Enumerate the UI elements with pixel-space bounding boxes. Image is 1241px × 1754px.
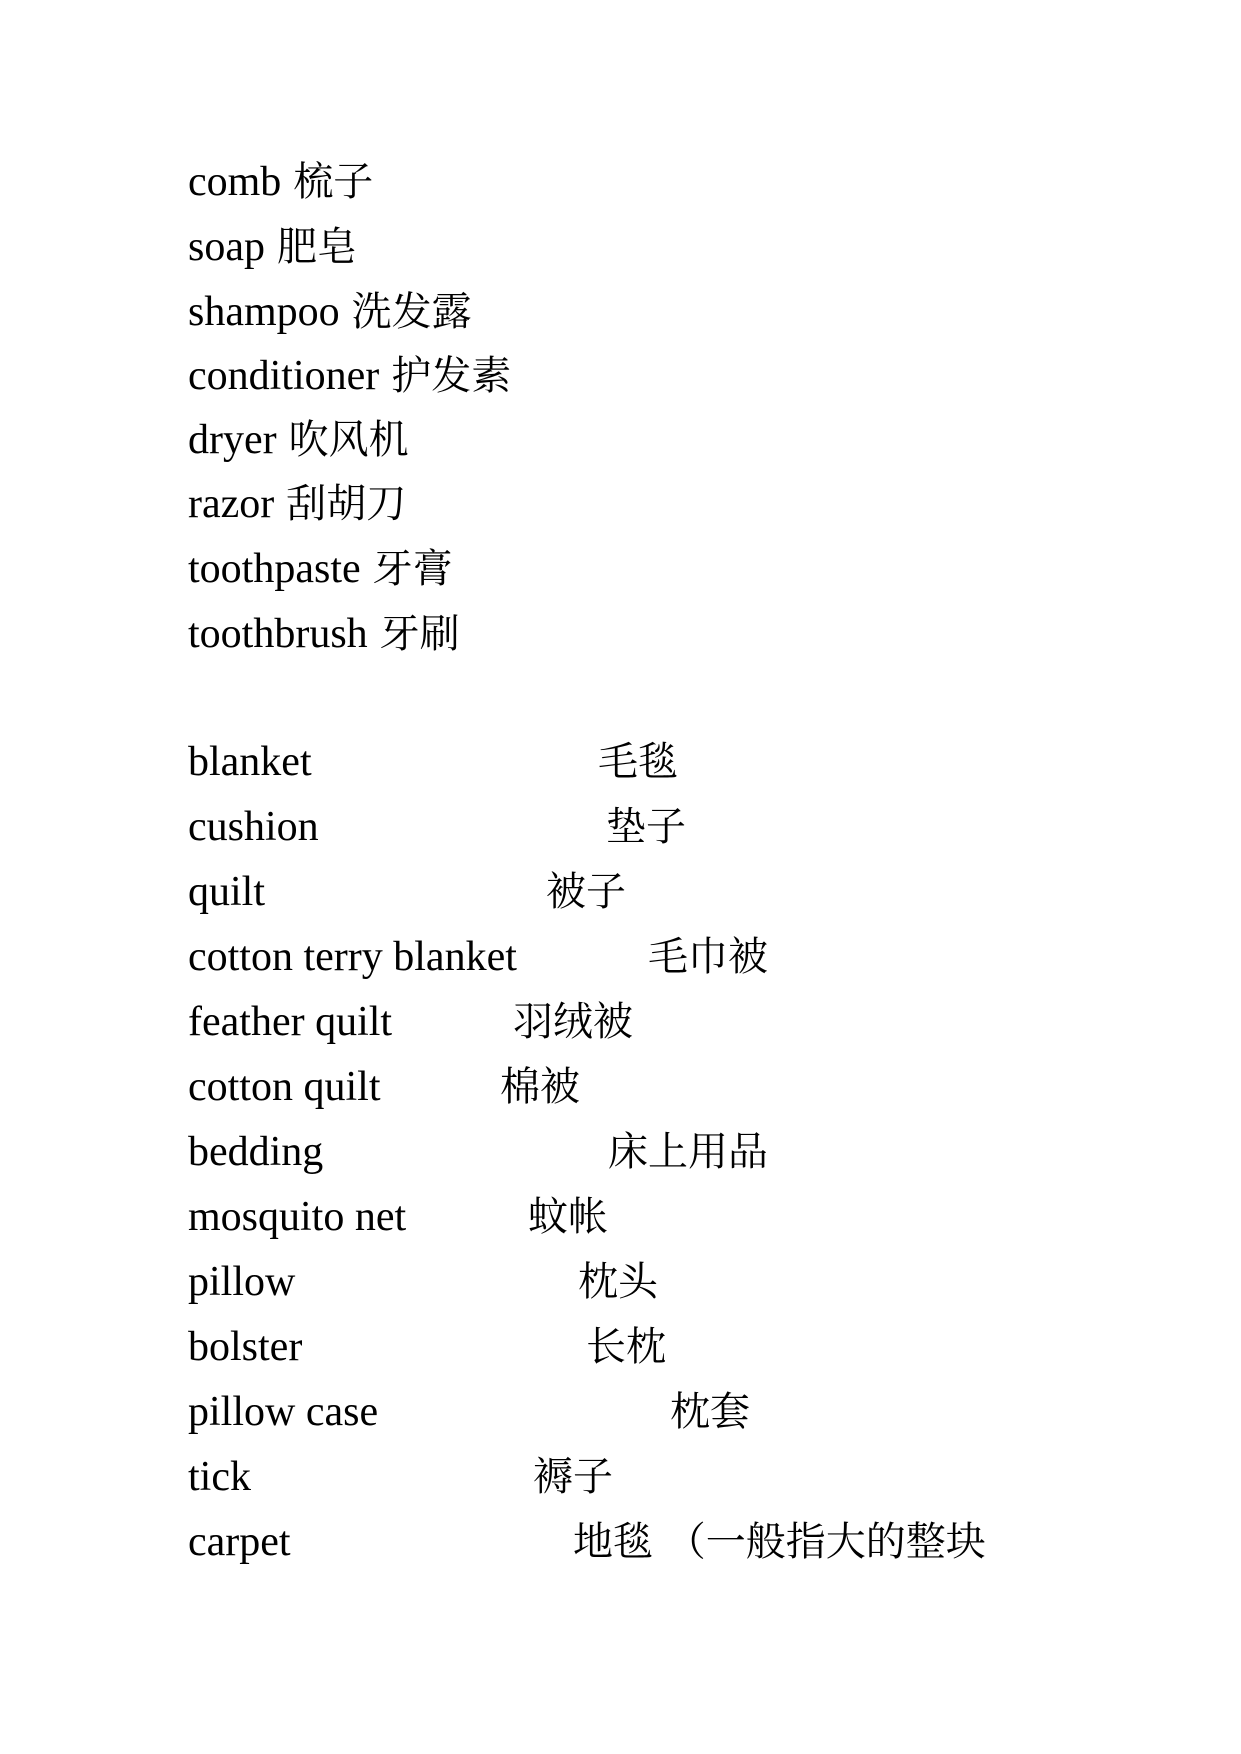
vocab-line — [188, 1185, 608, 1249]
english-term: soap — [188, 224, 265, 270]
chinese-term: 毛毯 — [598, 739, 678, 785]
chinese-term: 梳子 — [293, 159, 374, 205]
chinese-term: 肥皂 — [277, 224, 357, 270]
vocab-line — [188, 990, 633, 1054]
english-term: comb — [188, 159, 282, 205]
chinese-term: 刮胡刀 — [286, 481, 407, 527]
vocab-line — [188, 150, 373, 214]
english-term: bolster — [188, 1324, 303, 1370]
english-term: razor — [188, 481, 275, 527]
vocab-line — [188, 730, 678, 794]
chinese-term: 垫子 — [606, 804, 686, 850]
chinese-term: 护发素 — [391, 353, 512, 399]
english-term: feather quilt — [188, 999, 393, 1045]
english-term: dryer — [188, 417, 277, 463]
vocab-line — [188, 925, 768, 989]
english-term: quilt — [188, 869, 266, 915]
chinese-term: 棉被 — [500, 1064, 580, 1110]
english-term: cushion — [188, 804, 319, 850]
chinese-term: 枕套 — [670, 1389, 750, 1435]
english-term: conditioner — [188, 353, 380, 399]
english-term: mosquito net — [188, 1194, 407, 1240]
vocab-line — [188, 1315, 666, 1379]
chinese-term: 蚊帐 — [528, 1194, 608, 1240]
vocab-line — [188, 1510, 986, 1574]
vocab-line — [188, 408, 409, 472]
chinese-term: 羽绒被 — [513, 999, 633, 1045]
vocab-line — [188, 280, 472, 344]
chinese-term: 洗发露 — [351, 289, 472, 335]
chinese-term: 床上用品 — [608, 1129, 768, 1175]
vocab-line — [188, 1445, 613, 1509]
vocab-line — [188, 1120, 768, 1184]
vocab-line — [188, 1380, 750, 1444]
chinese-term: 被子 — [546, 869, 626, 915]
english-term: tick — [188, 1454, 251, 1500]
vocab-line — [188, 795, 686, 859]
english-term: bedding — [188, 1129, 324, 1175]
vocab-line — [188, 537, 453, 601]
english-term: toothbrush — [188, 611, 368, 657]
vocab-line — [188, 344, 511, 408]
english-term: carpet — [188, 1519, 291, 1565]
chinese-term: 褥子 — [533, 1454, 613, 1500]
english-term: shampoo — [188, 289, 340, 335]
vocab-line — [188, 1250, 658, 1314]
english-term: blanket — [188, 739, 312, 785]
chinese-term: 牙刷 — [379, 611, 460, 657]
english-term: pillow — [188, 1259, 296, 1305]
chinese-term: 吹风机 — [288, 417, 409, 463]
english-term: pillow case — [188, 1389, 379, 1435]
vocab-line — [188, 215, 357, 279]
chinese-term: 毛巾被 — [648, 934, 768, 980]
vocab-line — [188, 602, 460, 666]
english-term: cotton quilt — [188, 1064, 381, 1110]
english-term: toothpaste — [188, 546, 361, 592]
vocab-line — [188, 1055, 580, 1119]
english-term: cotton terry blanket — [188, 934, 517, 980]
chinese-term: 牙膏 — [372, 546, 453, 592]
vocab-line — [188, 860, 626, 924]
chinese-term: 枕头 — [578, 1259, 658, 1305]
chinese-term: 长枕 — [586, 1324, 666, 1370]
chinese-term: 地毯 （一般指大的整块 — [573, 1519, 986, 1565]
vocab-line — [188, 472, 406, 536]
